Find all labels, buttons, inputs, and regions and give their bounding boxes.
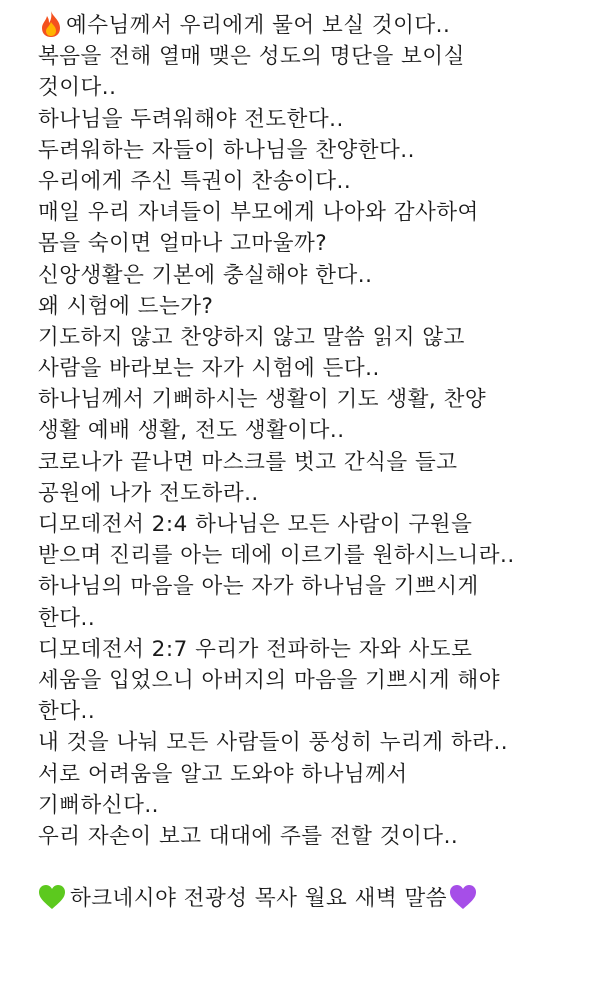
note-line-24: 내 것을 나눠 모든 사람들이 풍성히 누리게 하라..: [38, 730, 509, 756]
note-line-15: 코로나가 끝나면 마스크를 벗고 간식을 들고: [38, 449, 458, 475]
note-line-3: 것이다..: [38, 75, 117, 101]
note-line-13: 하나님께서 기뻐하시는 생활이 기도 생활, 찬양: [38, 387, 487, 413]
blank-line: [38, 852, 594, 883]
note-line-9: 신앙생활은 기본에 충실해야 한다..: [38, 262, 373, 288]
signature-text: 하크네시야 전광성 목사 월요 새벽 말씀: [70, 886, 447, 912]
note-line-11: 기도하지 않고 찬양하지 않고 말씀 읽지 않고: [38, 324, 465, 350]
note-line-4: 하나님을 두려워해야 전도한다..: [38, 106, 344, 132]
note-line-7: 매일 우리 자녀들이 부모에게 나아와 감사하여: [38, 200, 479, 226]
note-line-14: 생활 예배 생활, 전도 생활이다..: [38, 418, 345, 444]
note-line-16: 공원에 나가 전도하라..: [38, 480, 259, 506]
note-line-1-text: 예수님께서 우리에게 물어 보실 것이다..: [66, 13, 451, 38]
note-line-20: 한다..: [38, 605, 96, 631]
note-line-12: 사람을 바라보는 자가 시험에 든다..: [38, 356, 380, 382]
fire-icon: [38, 10, 64, 38]
note-line-25: 서로 어려움을 알고 도와야 하나님께서: [38, 761, 408, 787]
sermon-note: [38, 10, 594, 914]
note-line-27: 우리 자손이 보고 대대에 주를 전할 것이다..: [38, 823, 459, 849]
note-line-5: 두려워하는 자들이 하나님을 찬양한다..: [38, 137, 415, 163]
note-line-18: 받으며 진리를 아는 데에 이르기를 원하시느니라..: [38, 543, 515, 569]
note-line-10: 왜 시험에 드는가?: [38, 293, 214, 319]
note-line-19: 하나님의 마음을 아는 자가 하나님을 기쁘시게: [38, 574, 479, 600]
note-line-26: 기뻐하신다..: [38, 792, 160, 818]
note-line-22: 세움을 입었으니 아버지의 마음을 기쁘시게 해야: [38, 667, 501, 693]
note-line-17: 디모데전서 2:4 하나님은 모든 사람이 구원을: [38, 512, 473, 537]
note-line-6: 우리에게 주신 특권이 찬송이다..: [38, 168, 352, 194]
note-line-2: 복음을 전해 열매 맺은 성도의 명단을 보이실: [38, 44, 465, 70]
note-line-1: [38, 10, 594, 41]
note-line-8: 몸을 숙이면 얼마나 고마울까?: [38, 231, 328, 257]
note-line-21: 디모데전서 2:7 우리가 전파하는 자와 사도로: [38, 636, 473, 662]
note-line-23: 한다..: [38, 699, 96, 725]
green-heart-icon: [38, 884, 66, 910]
purple-heart-icon: [449, 884, 477, 910]
signature-line: [38, 883, 594, 914]
